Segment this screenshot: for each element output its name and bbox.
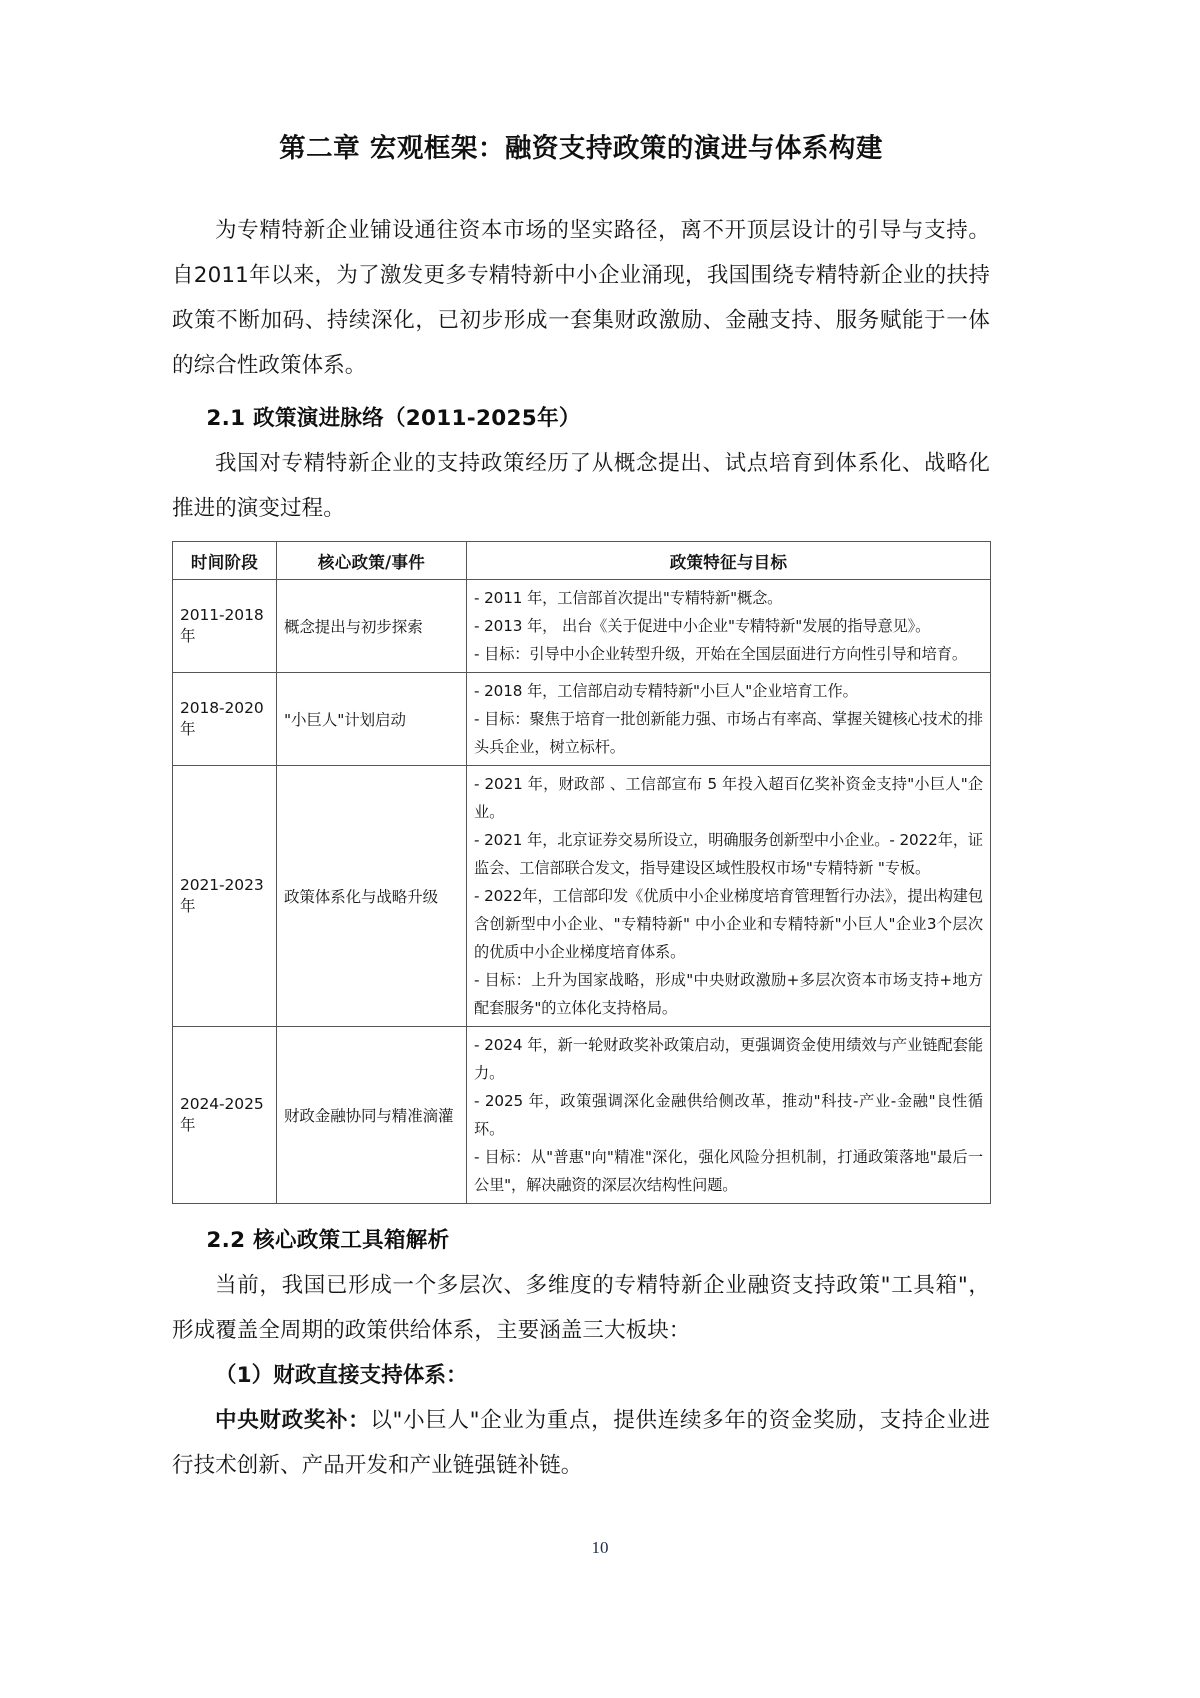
detail-line: - 2021 年，财政部 、工信部宣布 5 年投入超百亿奖补资金支持"小巨人"企业。 [474, 775, 983, 822]
section-2-1-paragraph: 我国对专精特新企业的支持政策经历了从概念提出、试点培育到体系化、战略化推进的演变过程。 [172, 451, 990, 522]
detail-line: - 目标：从"普惠"向"精准"深化，强化风险分担机制，打通政策落地"最后一公里"，解决融资的深层次结构性问题。 [474, 1148, 983, 1195]
table-row [173, 580, 991, 673]
section-2-2-paragraph: 当前，我国已形成一个多层次、多维度的专精特新企业融资支持政策"工具箱"，形成覆盖全周期的政策供给体系，主要涵盖三大板块： [172, 1273, 990, 1344]
detail-line: - 目标：引导中小企业转型升级，开始在全国层面进行方向性引导和培育。 [474, 645, 967, 664]
toolbox-item-1-paragraph [172, 1398, 990, 1488]
page-number: 10 [591, 1538, 609, 1557]
detail-line: - 目标：聚焦于培育一批创新能力强、市场占有率高、掌握关键核心技术的排头兵企业，树立标杆。 [474, 710, 983, 757]
cell-details [467, 766, 991, 1027]
intro-paragraph: 为专精特新企业铺设通往资本市场的坚实路径，离不开顶层设计的引导与支持。自2011年以来，为了激发更多专精特新中小企业涌现，我国围绕专精特新企业的扶持政策不断加码、持续深化，已初步形成一套集财政激励、金融支持、服务赋能于一体的综合性政策体系。 [172, 218, 990, 379]
section-heading-2-2: 2.2 核心政策工具箱解析 [206, 1228, 450, 1254]
detail-line: - 2022年，工信部印发《优质中小企业梯度培育管理暂行办法》，提出构建包含创新型中小企业、"专精特新" 中小企业和专精特新"小巨人"企业3个层次的优质中小企业梯度培育体系。 [474, 887, 983, 962]
cell-phase: 2021-2023 年 [173, 766, 277, 1027]
section-heading-2-1: 2.1 政策演进脉络（2011-2025年） [206, 406, 581, 432]
detail-line: - 目标：上升为国家战略，形成"中央财政激励+多层次资本市场支持+地方配套服务"的立体化支持格局。 [474, 971, 983, 1018]
cell-phase: 2011-2018 年 [173, 580, 277, 673]
cell-policy: 政策体系化与战略升级 [277, 766, 467, 1027]
toolbox-item-1-body: 以"小巨人"企业为重点，提供连续多年的资金奖励，支持企业进行技术创新、产品开发和产业链强链补链。 [172, 1408, 990, 1479]
table-row [173, 1027, 991, 1204]
cell-policy: 概念提出与初步探索 [277, 580, 467, 673]
cell-policy: "小巨人"计划启动 [277, 673, 467, 766]
column-header-features: 政策特征与目标 [467, 542, 991, 580]
cell-phase: 2018-2020 年 [173, 673, 277, 766]
toolbox-item-1-heading [172, 1353, 990, 1398]
table-row [173, 766, 991, 1027]
detail-line: - 2018 年，工信部启动专精特新"小巨人"企业培育工作。 [474, 682, 858, 701]
cell-policy: 财政金融协同与精准滴灌 [277, 1027, 467, 1204]
cell-details [467, 673, 991, 766]
toolbox-item-1-heading-text: （1）财政直接支持体系： [215, 1363, 468, 1389]
policy-table-container [172, 541, 990, 1204]
page-content [172, 0, 990, 1488]
detail-line: - 2024 年，新一轮财政奖补政策启动，更强调资金使用绩效与产业链配套能力。 [474, 1036, 983, 1083]
detail-line: - 2013 年， 出台《关于促进中小企业"专精特新"发展的指导意见》。 [474, 617, 931, 636]
detail-line: - 2025 年，政策强调深化金融供给侧改革，推动"科技-产业-金融"良性循环。 [474, 1092, 983, 1139]
cell-phase: 2024-2025 年 [173, 1027, 277, 1204]
policy-evolution-table [172, 541, 991, 1204]
detail-line: - 2011 年，工信部首次提出"专精特新"概念。 [474, 589, 783, 608]
column-header-phase: 时间阶段 [173, 542, 277, 580]
cell-details [467, 580, 991, 673]
table-header-row [173, 542, 991, 580]
chapter-title: 第二章 宏观框架：融资支持政策的演进与体系构建 [279, 133, 883, 164]
toolbox-item-1-term: 中央财政奖补： [215, 1408, 371, 1434]
detail-line: - 2021 年，北京证券交易所设立，明确服务创新型中小企业。- 2022年，证监会、工信部联合发文，指导建设区域性股权市场"专精特新 "专板。 [474, 831, 983, 878]
cell-details [467, 1027, 991, 1204]
table-row [173, 673, 991, 766]
column-header-policy: 核心政策/事件 [277, 542, 467, 580]
